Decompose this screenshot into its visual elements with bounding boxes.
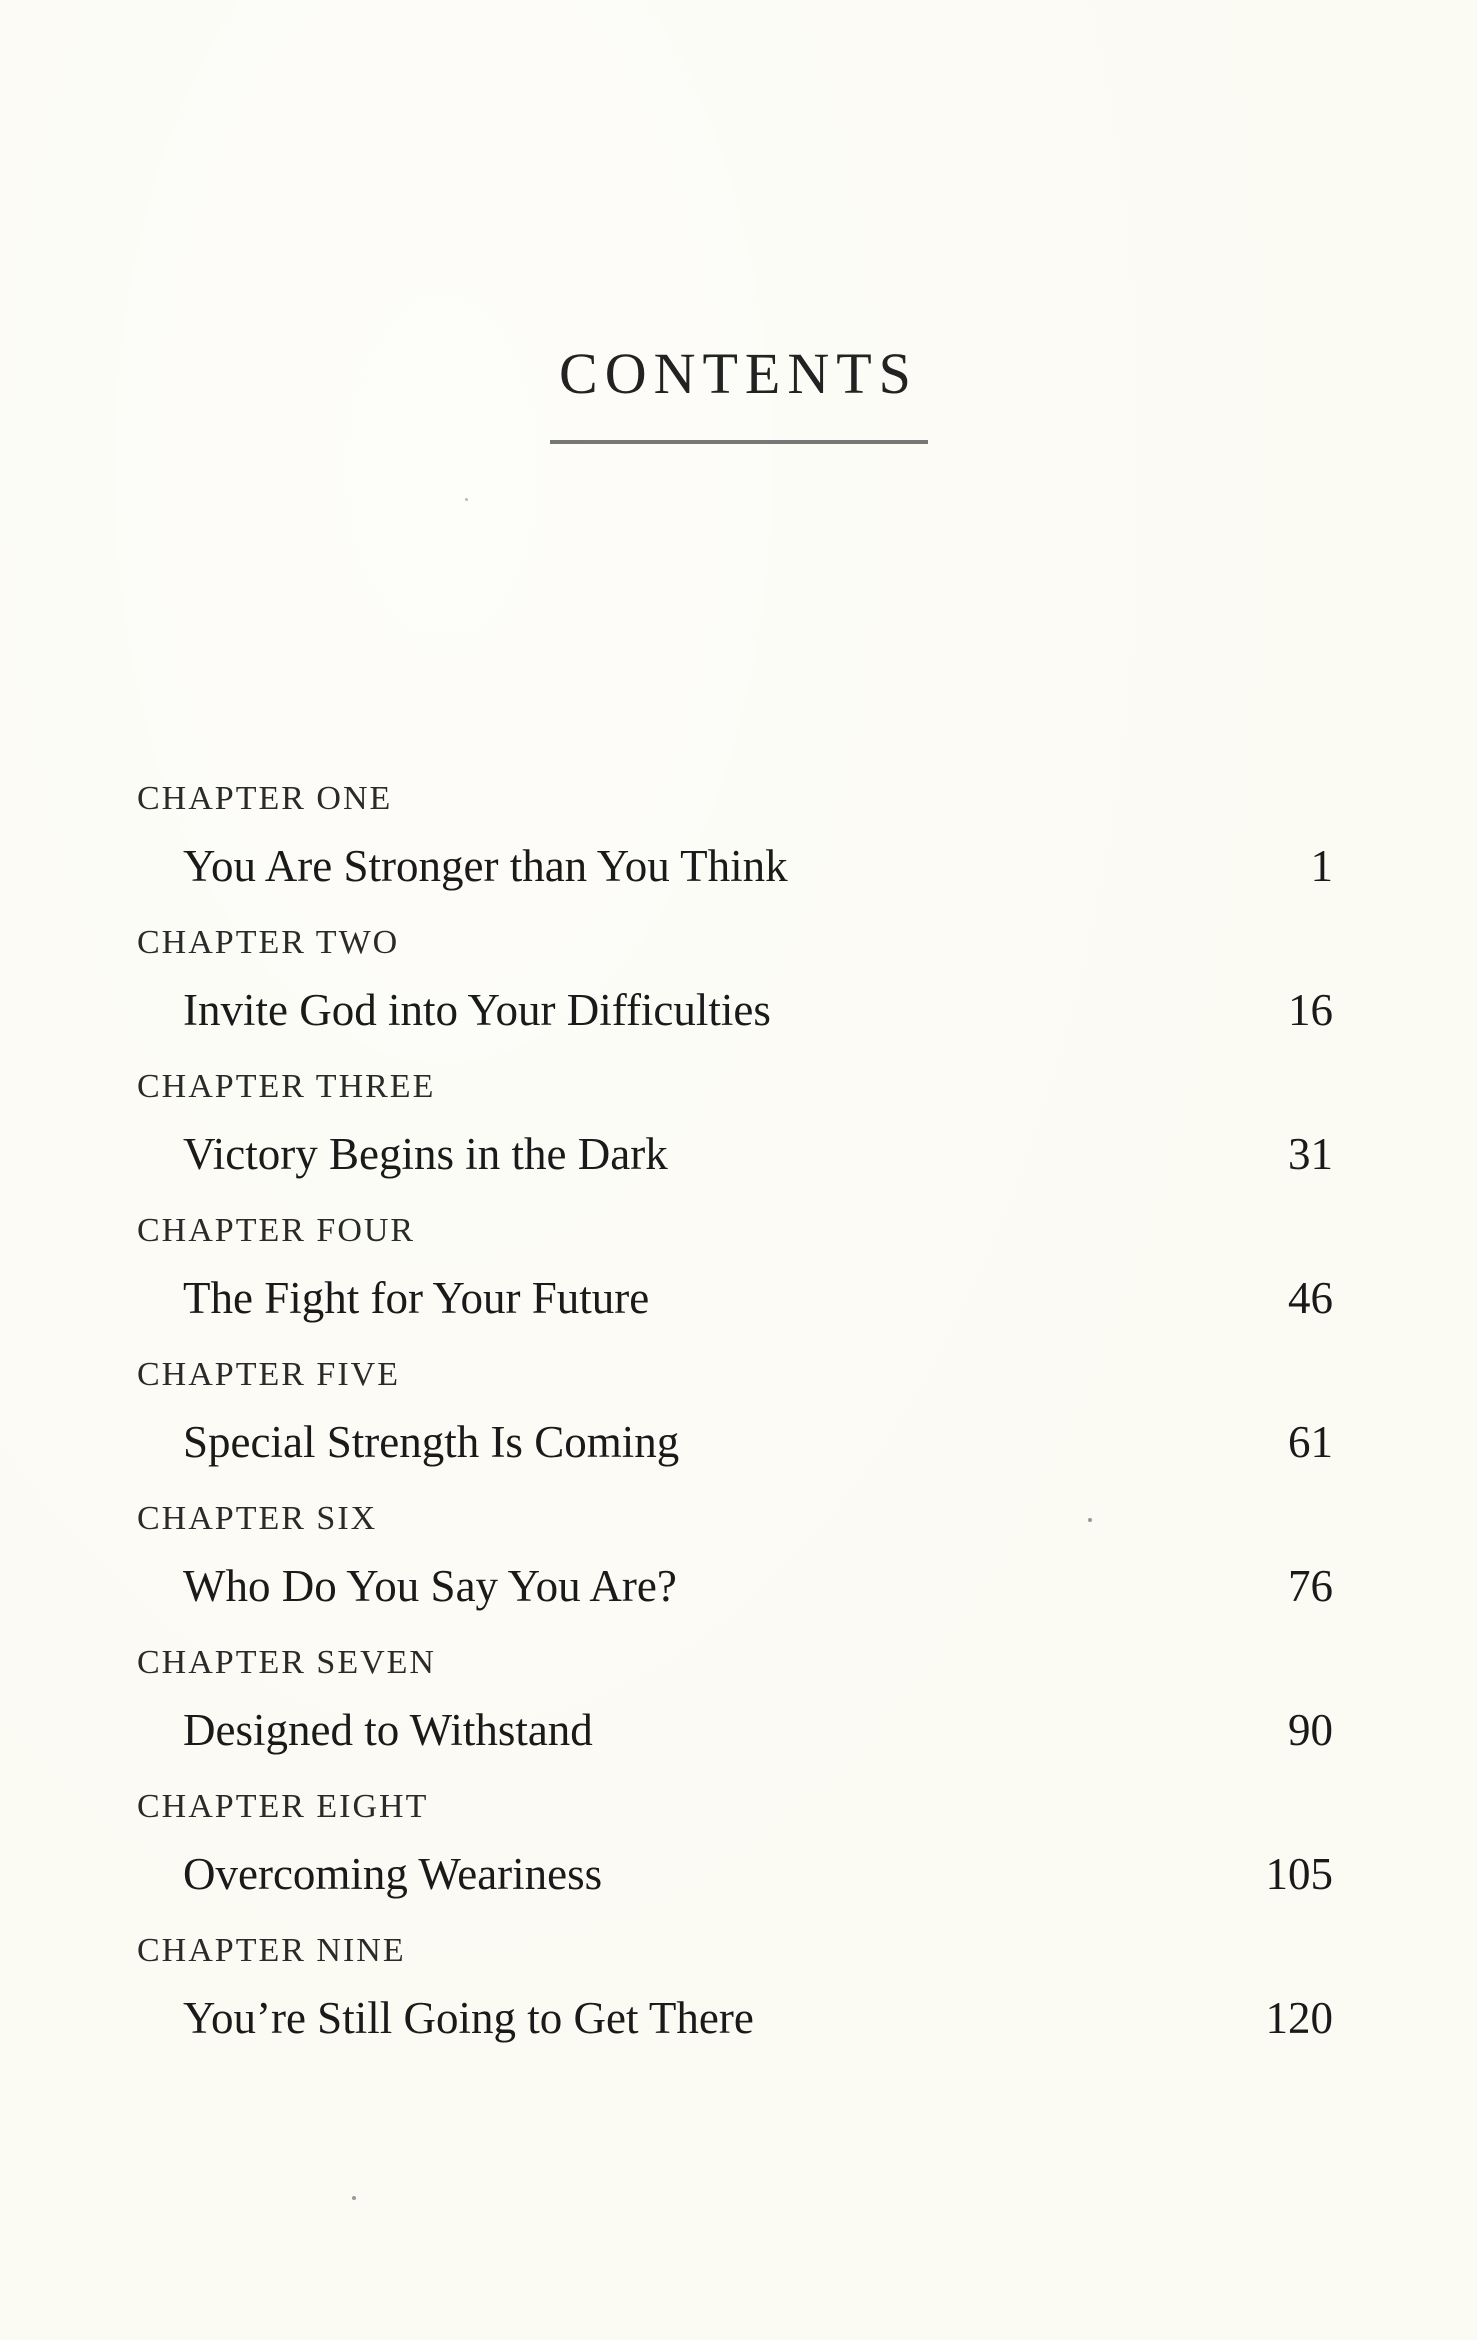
- toc-entry[interactable]: [0, 1778, 1477, 1922]
- page-number: 61: [1288, 1417, 1333, 1467]
- toc-entry[interactable]: [0, 1346, 1477, 1490]
- chapter-title[interactable]: Invite God into Your Difficulties: [183, 985, 771, 1035]
- chapter-title[interactable]: The Fight for Your Future: [183, 1273, 650, 1323]
- toc-entry[interactable]: [0, 1058, 1477, 1202]
- chapter-label: CHAPTER TWO: [137, 924, 400, 961]
- toc-entry[interactable]: [0, 1202, 1477, 1346]
- chapter-label: CHAPTER THREE: [137, 1068, 436, 1105]
- page-number: 16: [1288, 985, 1333, 1035]
- chapter-title[interactable]: Special Strength Is Coming: [183, 1417, 680, 1467]
- page-number: 1: [1310, 841, 1333, 891]
- page-title: CONTENTS: [559, 341, 918, 406]
- toc-entry[interactable]: [0, 1634, 1477, 1778]
- page-number: 46: [1288, 1273, 1333, 1323]
- chapter-label: CHAPTER FIVE: [137, 1356, 400, 1393]
- chapter-title[interactable]: Overcoming Weariness: [183, 1849, 603, 1899]
- page-number: 90: [1288, 1705, 1333, 1755]
- chapter-label: CHAPTER SIX: [137, 1500, 378, 1537]
- chapter-label: CHAPTER ONE: [137, 780, 393, 817]
- chapter-label: CHAPTER FOUR: [137, 1212, 416, 1249]
- chapter-label: CHAPTER SEVEN: [137, 1644, 436, 1681]
- chapter-title[interactable]: You Are Stronger than You Think: [183, 841, 788, 891]
- chapter-title[interactable]: Designed to Withstand: [183, 1705, 593, 1755]
- paper-speck: [1088, 1518, 1092, 1522]
- page-number: 105: [1265, 1849, 1333, 1899]
- chapter-title[interactable]: Who Do You Say You Are?: [183, 1561, 677, 1611]
- page-number: 31: [1288, 1129, 1333, 1179]
- toc-entry[interactable]: [0, 1922, 1477, 2066]
- chapter-label: CHAPTER NINE: [137, 1932, 406, 1969]
- chapter-title[interactable]: You’re Still Going to Get There: [183, 1993, 754, 2043]
- toc-entry[interactable]: [0, 914, 1477, 1058]
- paper-speck: [352, 2196, 356, 2200]
- chapter-title[interactable]: Victory Begins in the Dark: [183, 1129, 668, 1179]
- toc-entry[interactable]: [0, 1490, 1477, 1634]
- page-number: 76: [1288, 1561, 1333, 1611]
- title-underline: [550, 440, 928, 444]
- page-number: 120: [1265, 1993, 1333, 2043]
- paper-speck: [465, 498, 468, 501]
- toc-entry[interactable]: [0, 770, 1477, 914]
- chapter-label: CHAPTER EIGHT: [137, 1788, 429, 1825]
